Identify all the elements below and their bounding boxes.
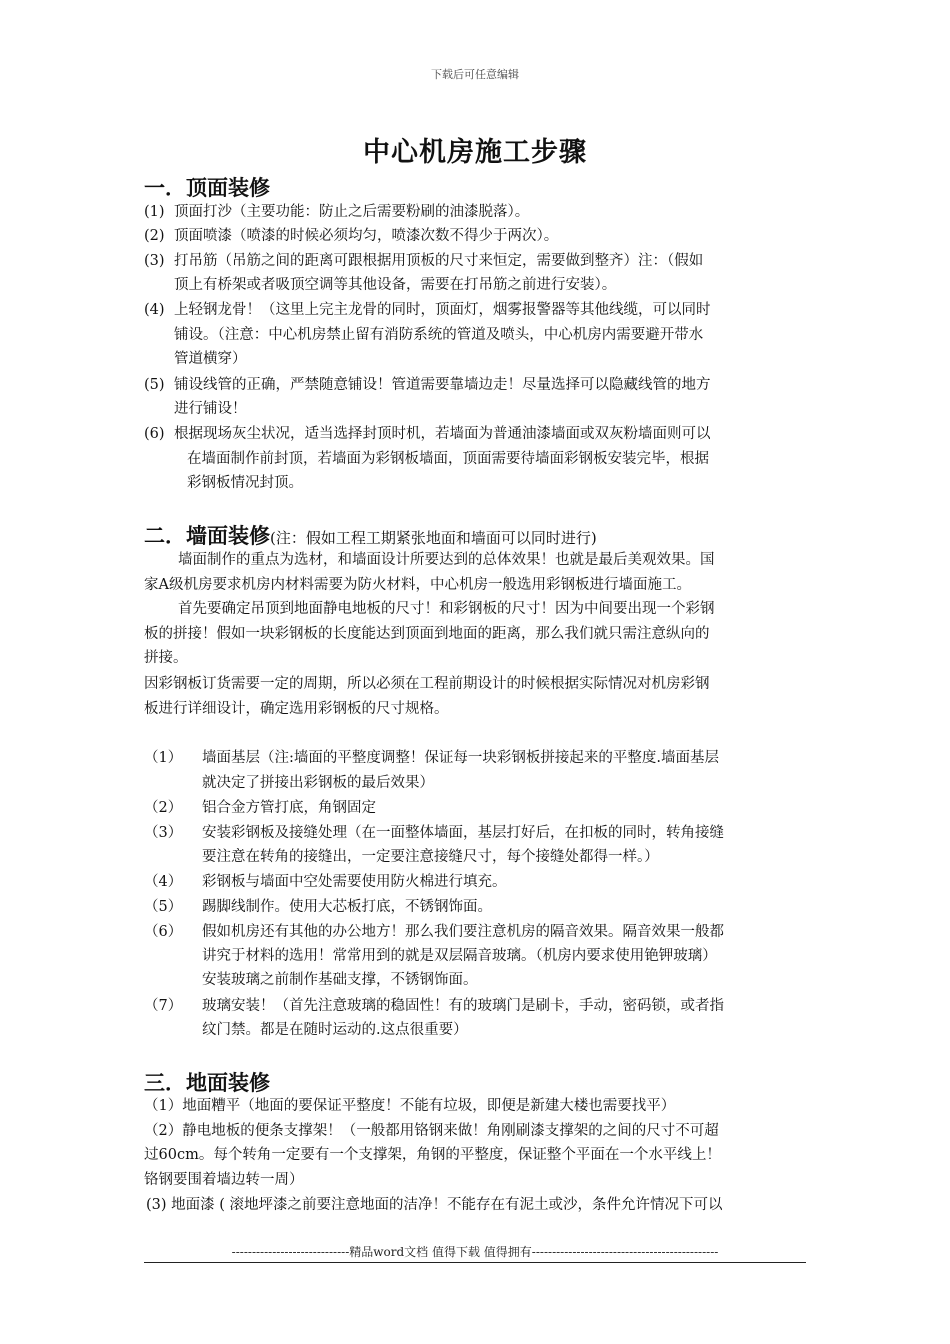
list-item-number: （6） bbox=[144, 924, 183, 940]
list-item-number: （1） bbox=[144, 750, 183, 766]
list-item-text: 玻璃安装！（首先注意玻璃的稳固性！有的玻璃门是刷卡，手动，密码锁，或者指 bbox=[202, 998, 724, 1014]
paragraph-line: 拼接。 bbox=[144, 650, 188, 666]
list-item-text: 假如机房还有其他的办公地方！那么我们要注意机房的隔音效果。隔音效果一般都 bbox=[202, 924, 724, 940]
page-header: 下载后可任意编辑 bbox=[431, 68, 519, 81]
list-item-text: 铺设。（注意：中心机房禁止留有消防系统的管道及喷头，中心机房内需要避开带水 bbox=[174, 327, 704, 343]
paragraph-line: 过60cm。每个转角一定要有一个支撑架，角钢的平整度，保证整个平面在一个水平线上！ bbox=[144, 1147, 721, 1163]
page-footer: -----------------------------精品word文档 值得下载 值得拥有---------------------------------------------- bbox=[231, 1245, 719, 1259]
paragraph-line: 因彩钢板订货需要一定的周期，所以必须在工程前期设计的时候根据实际情况对机房彩钢 bbox=[144, 676, 710, 692]
list-item-number: (2) bbox=[144, 228, 165, 244]
section-3-heading: 三．地面装修 bbox=[144, 1070, 270, 1095]
section-2-title: 二．墙面装修 bbox=[144, 523, 270, 548]
list-item-text: 铝合金方管打底，角钢固定 bbox=[202, 800, 376, 816]
list-item-number: (1) bbox=[144, 204, 165, 220]
paragraph-line: 板的拼接！假如一块彩钢板的长度能达到顶面到地面的距离，那么我们就只需注意纵向的 bbox=[144, 626, 710, 642]
list-item-text: 安装玻璃之前制作基础支撑，不锈钢饰面。 bbox=[202, 972, 478, 988]
list-item-number: (4) bbox=[144, 302, 165, 318]
list-item-text: 顶面喷漆（喷漆的时候必须均匀，喷漆次数不得少于两次）。 bbox=[174, 228, 559, 244]
list-item-text: 要注意在转角的接缝出，一定要注意接缝尺寸，每个接缝处都得一样。） bbox=[202, 849, 659, 865]
paragraph-line: (3) 地面漆 ( 滚地坪漆之前要注意地面的洁净！不能存在有泥土或沙，条件允许情况下可以 bbox=[146, 1197, 723, 1213]
list-item-text: 纹门禁。都是在随时运动的.这点很重要） bbox=[202, 1022, 468, 1038]
section-2-note: (注：假如工程工期紧张地面和墙面可以同时进行) bbox=[270, 529, 597, 547]
list-item-text: 根据现场灰尘状况，适当选择封顶时机，若墙面为普通油漆墙面或双灰粉墙面则可以 bbox=[174, 426, 711, 442]
list-item-number: （7） bbox=[144, 998, 183, 1014]
list-item-number: (6) bbox=[144, 426, 165, 442]
paragraph-line: （2）静电地板的便条支撑架！（一般都用铬钢来做！角刚刷漆支撑架的之间的尺寸不可超 bbox=[144, 1123, 719, 1139]
list-item-number: (3) bbox=[144, 253, 165, 269]
list-item-number: （2） bbox=[144, 800, 183, 816]
document-title: 中心机房施工步骤 bbox=[363, 137, 587, 168]
paragraph-line: 板进行详细设计，确定选用彩钢板的尺寸规格。 bbox=[144, 701, 449, 717]
list-item-text: 讲究于材料的选用！常常用到的就是双层隔音玻璃。（机房内要求使用铯钾玻璃） bbox=[202, 948, 717, 964]
list-item-number: （3） bbox=[144, 825, 183, 841]
paragraph-line: 首先要确定吊顶到地面静电地板的尺寸！和彩钢板的尺寸！因为中间要出现一个彩钢 bbox=[178, 601, 715, 617]
paragraph-line: 铬钢要围着墙边转一周） bbox=[144, 1172, 304, 1188]
list-item-text: 踢脚线制作。使用大芯板打底，不锈钢饰面。 bbox=[202, 899, 492, 915]
list-item-text: 墙面基层（注:墙面的平整度调整！保证每一块彩钢板拼接起来的平整度.墙面基层 bbox=[202, 750, 719, 766]
section-1-heading: 一．顶面装修 bbox=[144, 175, 270, 200]
list-item-text: 管道横穿） bbox=[174, 351, 247, 367]
list-item-text: 上轻钢龙骨！（这里上完主龙骨的同时，顶面灯，烟雾报警器等其他线缆，可以同时 bbox=[174, 302, 711, 318]
list-item-text: 就决定了拼接出彩钢板的最后效果） bbox=[202, 775, 434, 791]
list-item-number: （5） bbox=[144, 899, 183, 915]
list-item-text: 顶上有桥架或者吸顶空调等其他设备，需要在打吊筋之前进行安装）。 bbox=[174, 277, 617, 293]
list-item-text: 安装彩钢板及接缝处理（在一面整体墙面，基层打好后，在扣板的同时，转角接缝 bbox=[202, 825, 724, 841]
paragraph-line: 家A级机房要求机房内材料需要为防火材料，中心机房一般选用彩钢板进行墙面施工。 bbox=[144, 577, 691, 593]
list-item-text: 彩钢板情况封顶。 bbox=[187, 475, 303, 491]
list-item-number: （4） bbox=[144, 874, 183, 890]
list-item-text: 铺设线管的正确，严禁随意铺设！管道需要靠墙边走！尽量选择可以隐藏线管的地方 bbox=[174, 377, 711, 393]
list-item-text: 彩钢板与墙面中空处需要使用防火棉进行填充。 bbox=[202, 874, 507, 890]
list-item-text: 顶面打沙（主要功能：防止之后需要粉刷的油漆脱落）。 bbox=[174, 204, 530, 220]
list-item-number: (5) bbox=[144, 377, 165, 393]
paragraph-line: 墙面制作的重点为选材，和墙面设计所要达到的总体效果！也就是最后美观效果。国 bbox=[178, 552, 715, 568]
section-2-heading bbox=[144, 520, 597, 550]
list-item-text: 进行铺设！ bbox=[174, 401, 247, 417]
paragraph-line: （1）地面糟平（地面的要保证平整度！不能有垃圾，即便是新建大楼也需要找平） bbox=[144, 1098, 676, 1114]
list-item-text: 在墙面制作前封顶，若墙面为彩钢板墙面，顶面需要待墙面彩钢板安装完毕，根据 bbox=[187, 451, 709, 467]
list-item-text: 打吊筋（吊筋之间的距离可跟根据用顶板的尺寸来恒定，需要做到整齐）注：（假如 bbox=[174, 253, 704, 269]
footer-rule bbox=[144, 1262, 806, 1263]
